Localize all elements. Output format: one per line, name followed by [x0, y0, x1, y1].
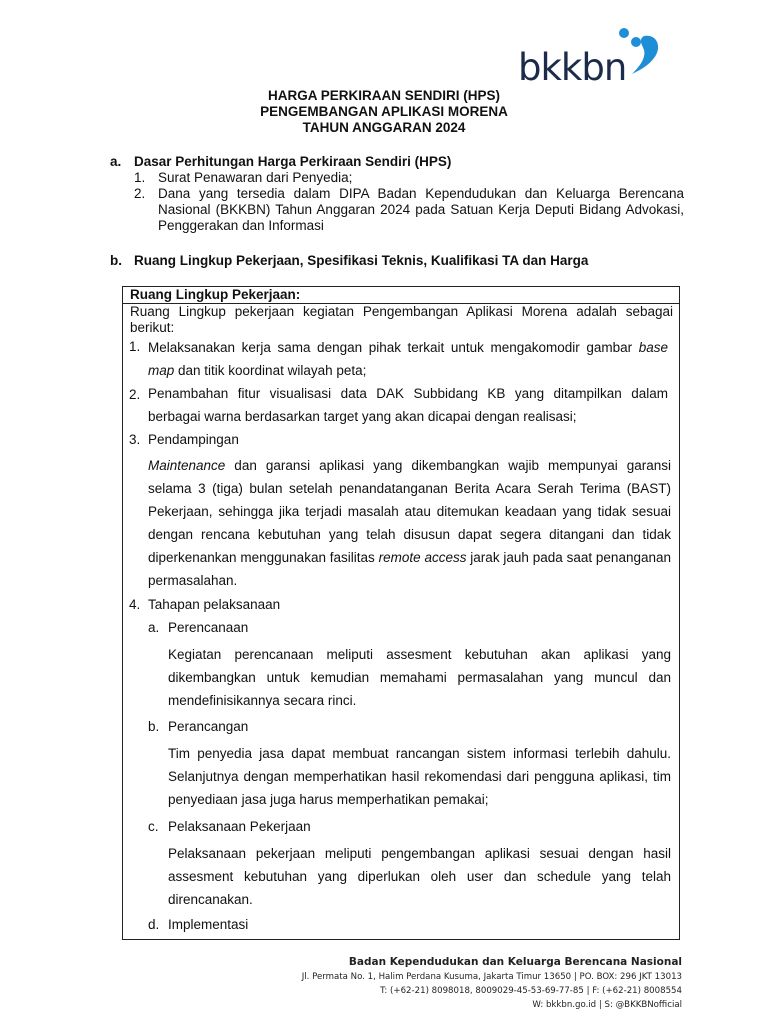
list-item [134, 186, 684, 234]
list-item [134, 170, 684, 186]
section-a-label: a. [110, 154, 122, 169]
item-text: Surat Penawaran dari Penyedia; [158, 170, 353, 185]
scope-heading: Ruang Lingkup Pekerjaan: [130, 287, 301, 302]
remote-access-italic: remote access [378, 550, 467, 565]
item-number: 1. [134, 170, 146, 185]
item-3-mid: dan garansi aplikasi yang dikembangkan wajib mempunyai garansi selama 3 (tiga) bulan setelah penandatanganan Berita Acara Serah Terima (BAST) Pekerjaan, sehingga jika terjadi masalah atau ditemukan keadaan yang tidak sesuai dengan rencana kebutuhan yang telah disusun dapat segera ditangani dan tidak diperkenankan menggunakan fasilitas [148, 458, 671, 565]
footer-phone: T: (+62-21) 8098018, 8009029-45-53-69-77-85 | F: (+62-21) 8008554 [380, 986, 682, 996]
sub-b-title: Perancangan [168, 719, 249, 734]
section-a-list [134, 170, 684, 234]
item-3-end: jarak jauh pada saat penanganan permasalahan. [148, 550, 671, 588]
item-4-title: Tahapan pelaksanaan [148, 597, 281, 612]
item-4-number: 4. [129, 597, 141, 612]
item-1-italic: base map [148, 340, 668, 378]
title-line-1: HARGA PERKIRAAN SENDIRI (HPS) [267, 88, 500, 103]
section-b-label: b. [110, 253, 122, 268]
sub-c-letter: c. [148, 819, 159, 834]
scope-table [122, 286, 680, 940]
footer-org-name: Badan Kependudukan dan Keluarga Berencana Nasional [348, 956, 682, 968]
item-1-number: 1. [129, 339, 141, 354]
bkkbn-logo [518, 26, 668, 89]
item-1-text [148, 336, 668, 382]
item-2-number: 2. [129, 387, 141, 402]
title-line-2: PENGEMBANGAN APLIKASI MORENA [260, 104, 508, 119]
item-2-text: Penambahan fitur visualisasi data DAK Subbidang KB yang ditampilkan dalam berbagai warna berdasarkan target yang akan dicapai dengan realisasi; [148, 386, 668, 424]
sub-a-text: Kegiatan perencanaan meliputi assesment kebutuhan akan aplikasi yang dikembangkan untuk kemudian memahami permasalahan yang muncul dan mendefinisikannya secara rinci. [168, 647, 671, 708]
title-line-3: TAHUN ANGGARAN 2024 [302, 120, 466, 135]
sub-c-text: Pelaksanaan pekerjaan meliputi pengembangan aplikasi sesuai dengan hasil assesment kebutuhan yang diperlukan oleh user dan schedule yang telah direncanakan. [168, 846, 671, 907]
sub-a-title: Perencanaan [168, 620, 249, 635]
section-a-heading: Dasar Perhitungan Harga Perkiraan Sendiri (HPS) [134, 154, 452, 169]
logo-mark-icon [610, 26, 670, 76]
item-1-post: dan titik koordinat wilayah peta; [174, 363, 367, 378]
item-3-title: Pendampingan [148, 432, 239, 447]
footer-web: W: bkkbn.go.id | S: @BKKBNofficial [532, 1000, 682, 1010]
sub-d-title: Implementasi [168, 917, 249, 932]
footer-address: Jl. Permata No. 1, Halim Perdana Kusuma, Jakarta Timur 13650 | PO. BOX: 296 JKT 13013 [301, 972, 682, 982]
logo-wordmark: bkkbn [518, 46, 627, 89]
item-number: 2. [134, 186, 146, 201]
item-1-pre: Melaksanakan kerja sama dengan pihak terkait untuk mengakomodir gambar [148, 340, 639, 355]
item-text: Dana yang tersedia dalam DIPA Badan Kependudukan dan Keluarga Berencana Nasional (BKKBN) Tahun Anggaran 2024 pada Satuan Kerja Deputi Bidang Advokasi, Penggerakan dan Informasi [158, 186, 684, 233]
sub-d-letter: d. [148, 917, 160, 932]
sub-b-text: Tim penyedia jasa dapat membuat rancangan sistem informasi terlebih dahulu. Selanjutnya dengan memperhatikan hasil rekomendasi dari pengguna aplikasi, tim penyediaan jasa juga harus memperhatikan pemakai; [168, 746, 671, 807]
maintenance-italic: Maintenance [148, 458, 226, 473]
sub-b-letter: b. [148, 719, 160, 734]
sub-a-letter: a. [148, 620, 160, 635]
item-3-number: 3. [129, 432, 141, 447]
scope-intro: Ruang Lingkup pekerjaan kegiatan Pengembangan Aplikasi Morena adalah sebagai berikut: [130, 304, 673, 335]
letterhead-footer [302, 955, 682, 1012]
sub-c-title: Pelaksanaan Pekerjaan [168, 819, 311, 834]
item-3-text [148, 454, 671, 592]
section-b-heading: Ruang Lingkup Pekerjaan, Spesifikasi Teknis, Kualifikasi TA dan Harga [134, 253, 589, 268]
document-title [0, 88, 768, 136]
